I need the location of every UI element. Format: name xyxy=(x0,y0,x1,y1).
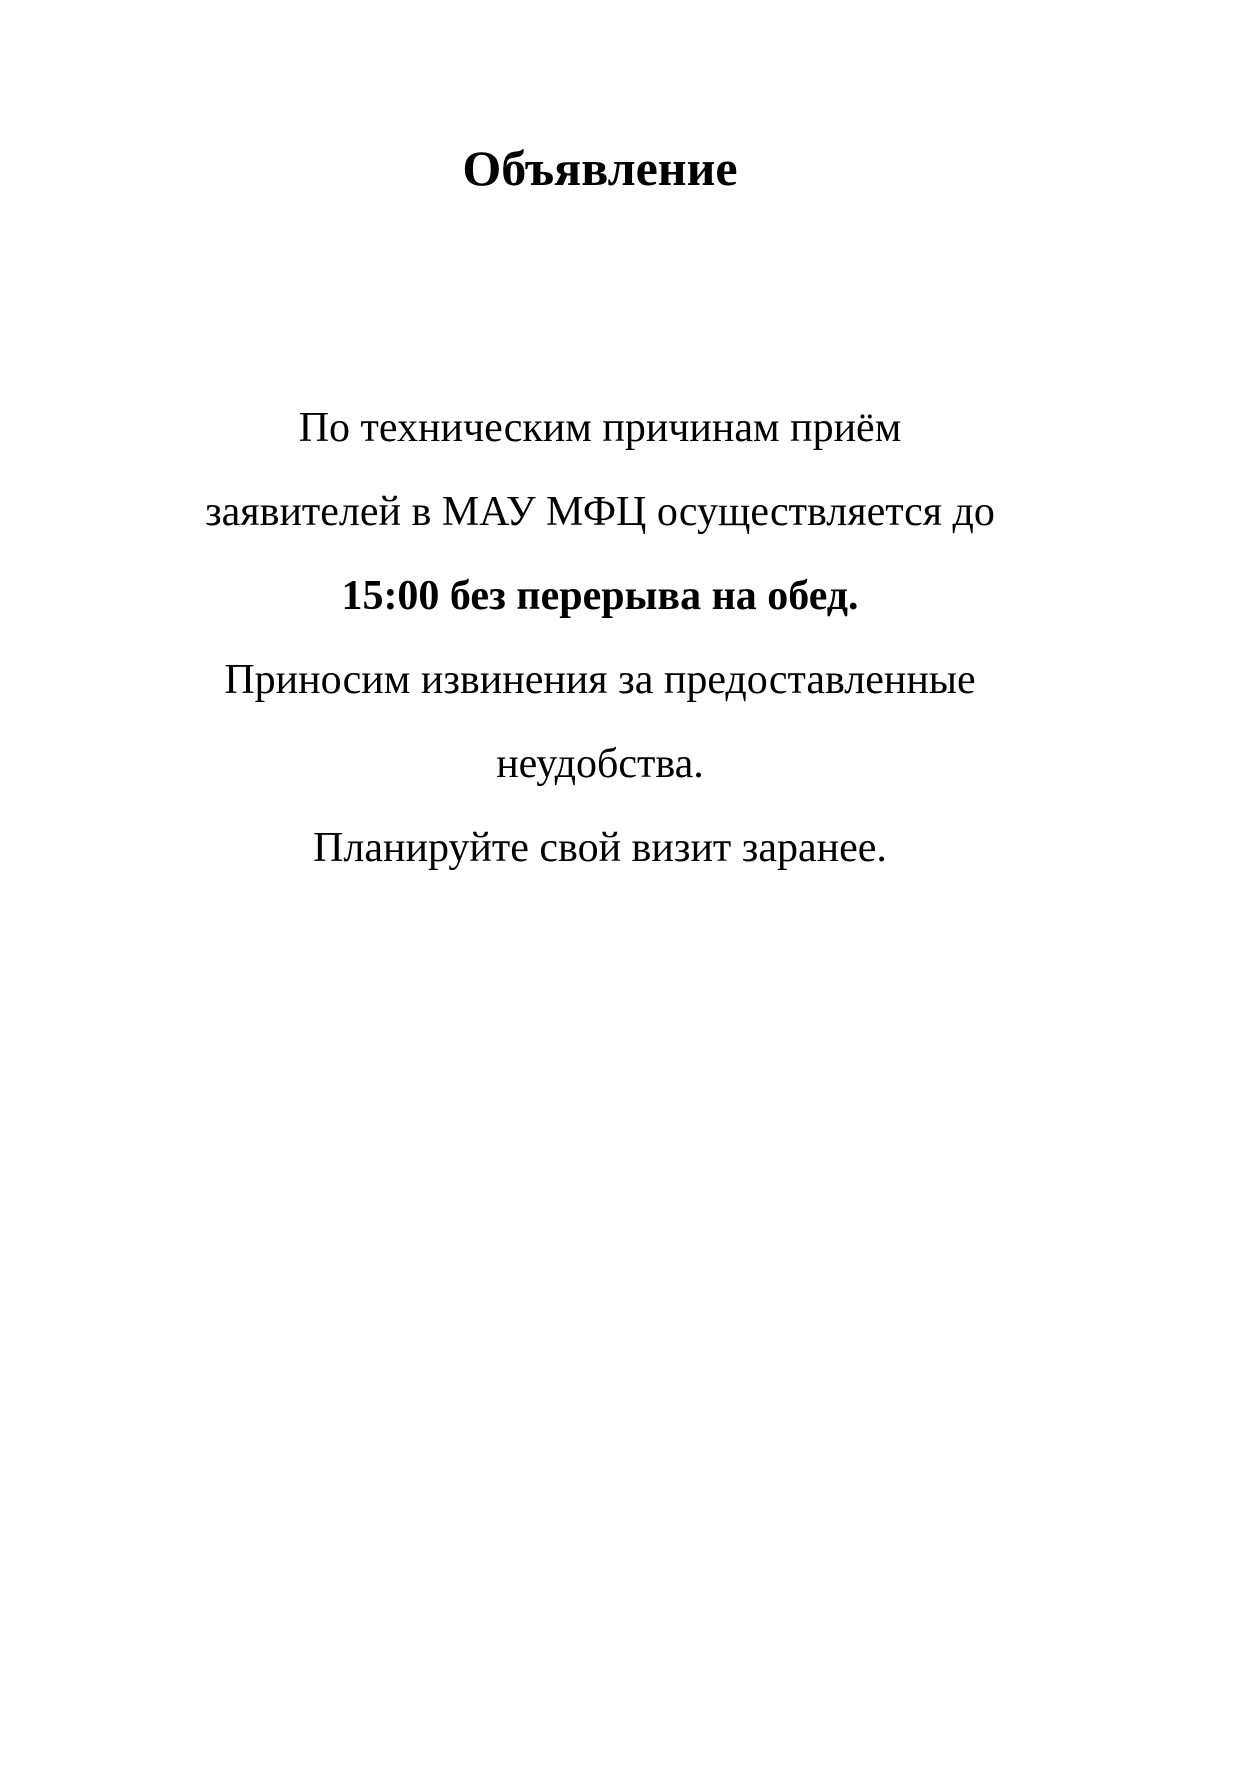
body-line-2: заявителей в МАУ МФЦ осуществляется до xyxy=(205,489,995,535)
hours-notice: 15:00 без перерыва на обед. xyxy=(341,573,859,619)
body-line-1: По техническим причинам приём xyxy=(298,405,902,451)
apology-line-2: неудобства. xyxy=(496,741,704,787)
planning-advice: Планируйте свой визит заранее. xyxy=(313,825,887,871)
announcement-title: Объявление xyxy=(462,140,738,196)
announcement-body xyxy=(0,386,1200,890)
apology-line-1: Приносим извинения за предоставленные xyxy=(224,657,976,703)
